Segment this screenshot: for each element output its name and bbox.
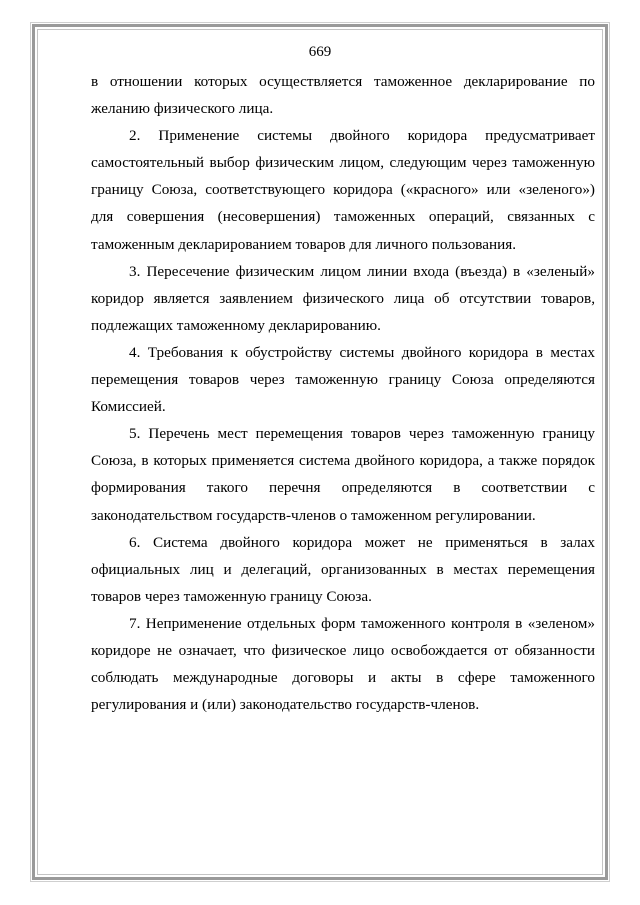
paragraph-item-5: 5. Перечень мест перемещения товаров через таможенную границу Союза, в которых применяется система двойного коридора, а также порядок формирования такого перечня определяются в соответствии с законодательством государств-членов о таможенном регулировании. [91,425,595,524]
paragraph-item-7: 7. Неприменение отдельных форм таможенного контроля в «зеленом» коридоре не означает, что физическое лицо освобождается от обязанности соблюдать международные договоры и акты в сфере таможенного регулирования и (или) законодательство государств-членов. [91,614,595,714]
document-body [91,68,595,718]
paragraph-item-2: 2. Применение системы двойного коридора предусматривает самостоятельный выбор физическим лицом, следующим через таможенную границу Союза, соответствующего коридора («красного» или «зеленого») для совершения (несовершения) таможенных операций, связанных с таможенным декларированием товаров для личного пользования. [91,127,595,253]
paragraph-item-6: 6. Система двойного коридора может не применяться в залах официальных лиц и делегаций, организованных в местах перемещения товаров через таможенную границу Союза. [91,533,595,605]
paragraph-continuation: в отношении которых осуществляется таможенное декларирование по желанию физического лица. [91,73,595,118]
paragraph-item-3: 3. Пересечение физическим лицом линии входа (въезда) в «зеленый» коридор является заявлением физического лица об отсутствии товаров, подлежащих таможенному декларированию. [91,262,595,334]
paragraph-item-4: 4. Требования к обустройству системы двойного коридора в местах перемещения товаров через таможенную границу Союза определяются Комиссией. [91,343,595,416]
page-number: 669 [308,44,332,60]
